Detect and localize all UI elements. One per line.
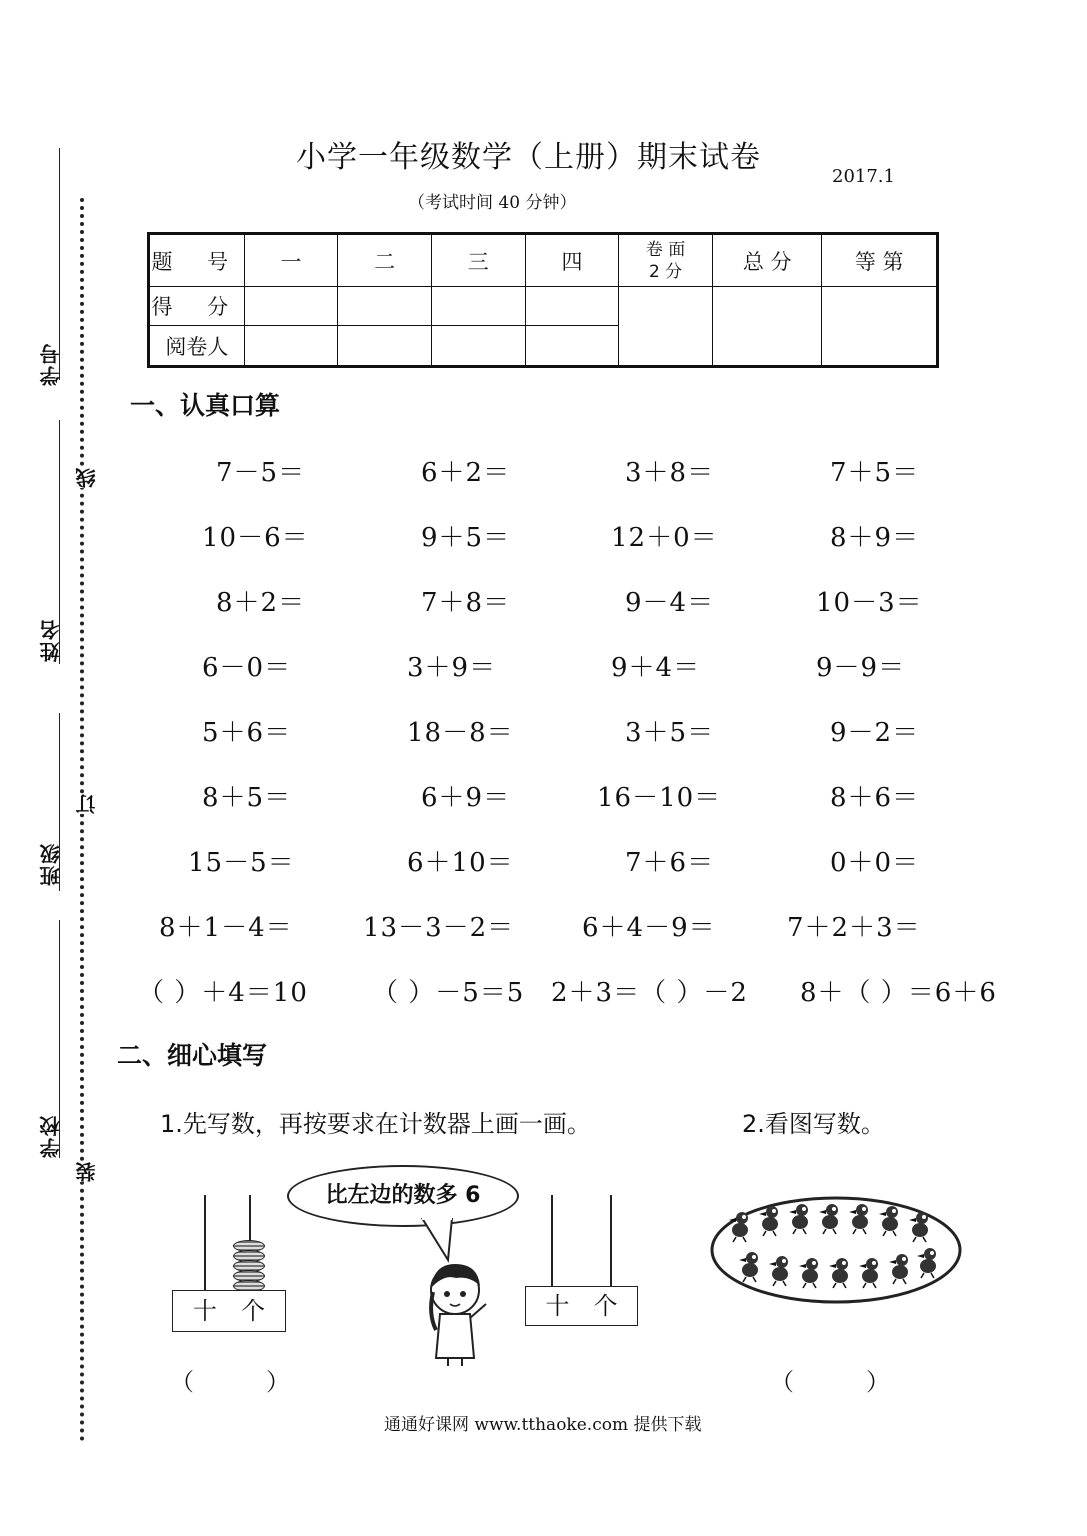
duck-eye [922,1215,926,1219]
duck-eye [752,1255,756,1259]
equation: 8＋9＝ [830,523,920,553]
equation: 10－6＝ [202,523,309,553]
answer-blank[interactable]: （ ） [170,1368,290,1396]
header-cell: 三 [431,234,525,287]
equation: 5＋6＝ [202,718,292,748]
equation: 6＋4－9＝ [582,913,716,943]
bubble-tail [422,1218,452,1260]
girl-dress [436,1314,474,1358]
grader-cell[interactable] [525,326,619,367]
equation: 7－5＝ [216,458,306,488]
duck-eye [742,1215,746,1219]
duck-body [732,1223,748,1237]
header-cell: 四 [525,234,619,287]
equation: 3＋5＝ [625,718,715,748]
header-cell: 一 [244,234,338,287]
duck-eye [832,1207,836,1211]
header-cell: 等 第 [822,234,938,287]
duck-body [832,1269,848,1283]
duck-eye [842,1261,846,1265]
girl-eye [460,1291,466,1297]
duck-head [746,1252,758,1264]
score-table [147,232,939,368]
grader-cell[interactable] [431,326,525,367]
equation: 9－2＝ [830,718,920,748]
score-cell[interactable] [431,287,525,326]
equation: 6＋2＝ [421,458,511,488]
duck-body [852,1215,868,1229]
duck-body [742,1263,758,1277]
equation: 16－10＝ [597,783,722,813]
duck-body [892,1265,908,1279]
equation: 15－5＝ [188,848,295,878]
duck-eye [892,1209,896,1213]
duck-body [822,1215,838,1229]
duck-eye [812,1261,816,1265]
class-label: 班级 [39,842,63,886]
exam-duration: （考试时间 40 分钟） [408,193,577,213]
duck-body [912,1223,928,1237]
duck-head [766,1206,778,1218]
equation: 18－8＝ [407,718,514,748]
duck-body [882,1217,898,1231]
header-cell: 二 [338,234,432,287]
abacus-base: 十 个 [172,1290,286,1332]
header-cell: 总 分 [712,234,822,287]
question-1: 1.先写数，再按要求在计数器上画一画。 [160,1110,591,1138]
duck-head [866,1258,878,1270]
grader-cell[interactable] [244,326,338,367]
girl-eye [444,1291,450,1297]
header-cell-line: 卷 面 [645,239,686,260]
fill-blank-equation: 2＋3＝（ ）－2 [551,978,748,1008]
duck-head [796,1204,808,1216]
tens-rod [551,1195,553,1287]
equation: 10－3＝ [816,588,923,618]
bind-mark: 装 [72,1162,101,1182]
equation: 8＋5＝ [202,783,292,813]
duck-body [862,1269,878,1283]
bubble-tail-mask [422,1218,452,1220]
score-cell[interactable] [338,287,432,326]
duck-head [886,1206,898,1218]
equation: 7＋5＝ [830,458,920,488]
abacus-base: 十 个 [525,1286,638,1326]
duck-head [856,1204,868,1216]
girl-illustration-icon [400,1218,510,1368]
school-label: 学校 [39,1114,63,1158]
equation: 0＋0＝ [830,848,920,878]
ones-rod [610,1195,612,1287]
score-cell[interactable] [822,287,938,367]
equation: 6－0＝ [202,653,292,683]
equation: 9－4＝ [625,588,715,618]
speech-bubble: 比左边的数多 6 [287,1165,519,1227]
score-row-label: 得 分 [149,287,245,326]
duck-eye [782,1259,786,1263]
header-cell-line: 2 分 [648,261,683,282]
section-2-heading: 二、细心填写 [117,1041,268,1070]
header-cell: 题 号 [149,234,245,287]
fill-blank-equation: 8＋（ ）＝6＋6 [800,978,997,1008]
duck-body [792,1215,808,1229]
duck-head [924,1248,936,1260]
duck-head [836,1258,848,1270]
grader-cell[interactable] [338,326,432,367]
duck-body [762,1217,778,1231]
score-cell[interactable] [525,287,619,326]
tens-rod [204,1195,206,1291]
student-id-label: 学号 [39,342,63,386]
duck-body [920,1259,936,1273]
equation: 7＋2＋3＝ [787,913,921,943]
equation: 7＋6＝ [625,848,715,878]
duck-head [896,1254,908,1266]
duck-eye [930,1251,934,1255]
section-1-heading: 一、认真口算 [130,391,281,420]
staple-mark: 订 [72,794,101,814]
duck-oval-picture [708,1194,964,1306]
answer-blank[interactable]: （ ） [770,1368,890,1396]
duck-eye [802,1207,806,1211]
equation: 8＋6＝ [830,783,920,813]
footer-credit: 通通好课网 www.tthaoke.com 提供下载 [384,1415,702,1435]
score-cell[interactable] [712,287,822,367]
binding-dotted-line [80,198,84,1442]
fill-blank-equation: （ ）＋4＝10 [138,978,308,1008]
equation: 8＋2＝ [216,588,306,618]
equation: 7＋8＝ [421,588,511,618]
page-title: 小学一年级数学（上册）期末试卷 [296,140,761,175]
line-mark: 线 [72,468,101,488]
duck-head [806,1258,818,1270]
grader-row-label: 阅卷人 [149,326,245,367]
header-cell [619,234,713,287]
equation: 9＋5＝ [421,523,511,553]
score-cell[interactable] [619,287,713,367]
equation: 3＋9＝ [407,653,497,683]
name-label: 姓名 [39,618,63,662]
score-cell[interactable] [244,287,338,326]
fill-blank-equation: （ ）－5＝5 [372,978,525,1008]
equation: 9－9＝ [816,653,906,683]
duck-eye [862,1207,866,1211]
equation: 12＋0＝ [611,523,718,553]
equation: 3＋8＝ [625,458,715,488]
equation: 9＋4＝ [611,653,701,683]
duck-eye [872,1261,876,1265]
duck-head [776,1256,788,1268]
duck-body [772,1267,788,1281]
duck-head [916,1212,928,1224]
question-2: 2.看图写数。 [742,1110,885,1138]
equation: 6＋9＝ [421,783,511,813]
duck-eye [772,1209,776,1213]
duck-body [802,1269,818,1283]
exam-date: 2017.1 [832,166,895,187]
duck-head [736,1212,748,1224]
equation: 13－3－2＝ [363,913,515,943]
equation: 8＋1－4＝ [159,913,293,943]
equation: 6＋10＝ [407,848,514,878]
duck-head [826,1204,838,1216]
duck-eye [902,1257,906,1261]
